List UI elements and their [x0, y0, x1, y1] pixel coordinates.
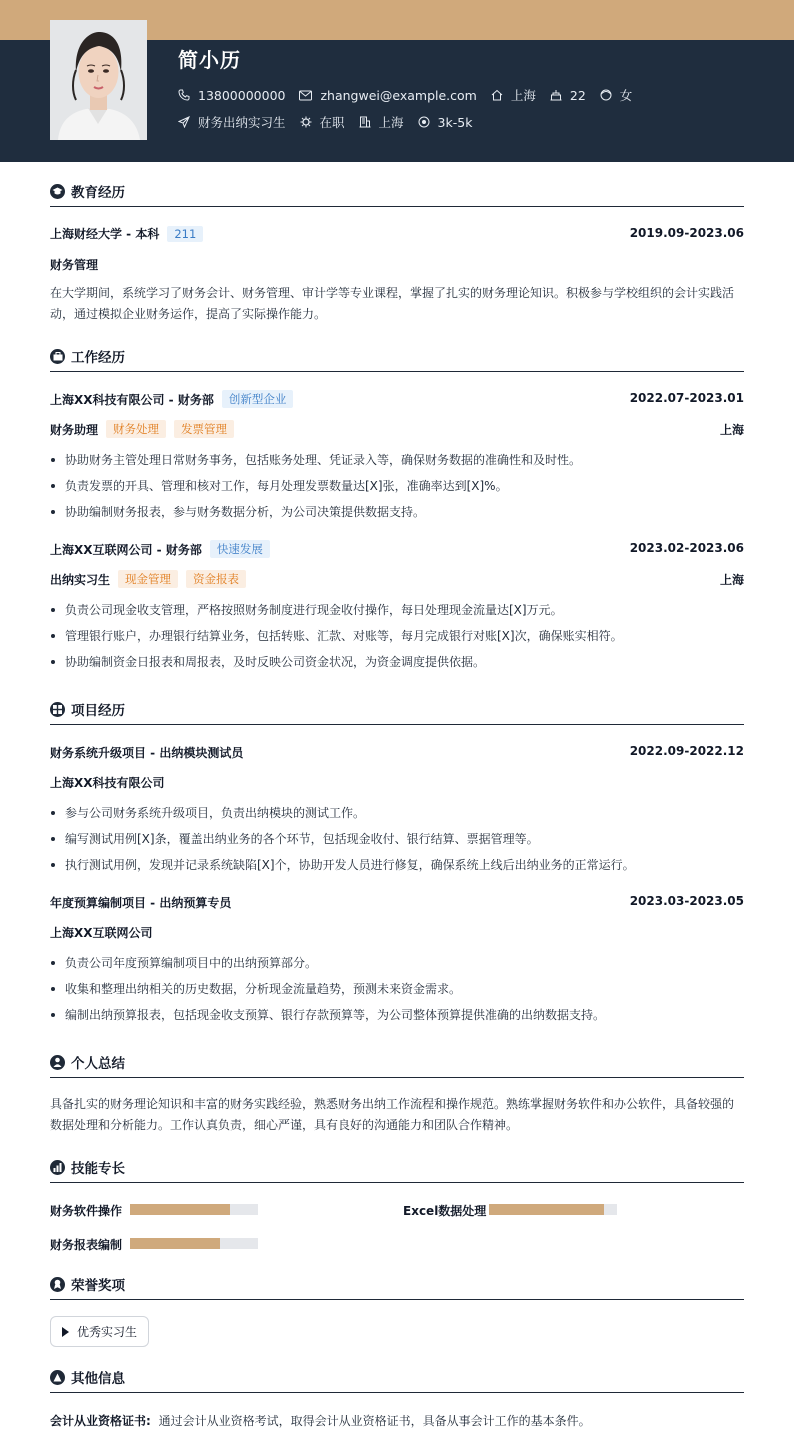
work-role: [50, 420, 234, 438]
section-divider: [50, 1392, 744, 1393]
status-item: [300, 113, 345, 131]
work-date: 2022.07-2023.01: [629, 391, 744, 405]
send-icon: [178, 116, 190, 128]
education-description: 在大学期间，系统学习了财务会计、财务管理、审计学等专业课程，掌握了扎实的财务理论知识。积极参与学校组织的会计实践活动，通过模拟企业财务运作，提高了实际操作能力。: [50, 286, 735, 321]
section-education-title: [50, 180, 125, 202]
section-projects-label: 项目经历: [71, 703, 125, 719]
bullet-text: 编制出纳预算报表，包括现金收支预算、银行存款预算等，为公司整体预算提供准确的出纳数据支持。: [65, 1008, 606, 1022]
award-item[interactable]: [50, 1316, 149, 1347]
gender-text: 女: [619, 88, 633, 103]
project-date: 2022.09-2022.12: [629, 744, 744, 758]
school-tag: 211: [167, 226, 203, 242]
skill-bar: [489, 1204, 617, 1215]
target-job-item: [178, 113, 286, 131]
bullet-text: 管理银行账户，办理银行结算业务，包括转账、汇款、对账等，每月完成银行对账[X]次，确保账实相符。: [65, 629, 623, 643]
salary-text: 3k-5k: [437, 114, 473, 130]
work-company: [50, 540, 270, 558]
section-education-label: 教育经历: [71, 185, 125, 201]
skill-bar-fill: [489, 1204, 604, 1215]
education-school: [50, 225, 203, 242]
age-icon: [550, 89, 562, 101]
status-icon: [300, 116, 312, 128]
award-icon: [50, 1277, 65, 1292]
work-location: 上海: [719, 573, 744, 587]
list-item: [50, 980, 461, 997]
work-company: [50, 390, 293, 408]
section-skills-title: [50, 1156, 125, 1178]
school-name: 上海财经大学 - 本科: [50, 227, 160, 241]
chart-icon: [50, 1160, 65, 1175]
skill-name: 财务报表编制: [50, 1238, 123, 1252]
bullet-text: 负责发票的开具、管理和核对工作，每月处理发票数量达[X]张，准确率达到[X]%。: [65, 479, 508, 493]
bullet-text: 协助编制财务报表，参与财务数据分析，为公司决策提供数据支持。: [65, 505, 426, 519]
user-icon: [50, 1055, 65, 1070]
skill-bar: [130, 1204, 258, 1215]
company-name: 上海XX互联网公司 - 财务部: [50, 542, 202, 557]
skill-name: 财务软件操作: [50, 1204, 123, 1218]
bullet-text: 协助财务主管处理日常财务事务，包括账务处理、凭证录入等，确保财务数据的准确性和及时性。: [65, 453, 582, 467]
education-major: 财务管理: [50, 258, 99, 272]
bullet-text: 负责公司现金收支管理，严格按照财务制度进行现金收付操作，每日处理现金流量达[X]万元。: [65, 603, 563, 617]
email-item: [299, 88, 476, 103]
list-item: [50, 856, 635, 873]
gender-item: [600, 86, 633, 104]
phone-text: 13800000000: [198, 87, 286, 103]
section-divider: [50, 371, 744, 372]
building-icon: [359, 116, 371, 128]
bullet-text: 收集和整理出纳相关的历史数据，分析现金流量趋势，预测未来资金需求。: [65, 982, 462, 996]
age-text: 22: [569, 87, 586, 103]
section-divider: [50, 1182, 744, 1183]
work-date: 2023.02-2023.06: [629, 541, 744, 555]
status-text: 在职: [319, 115, 345, 130]
home-icon: [491, 89, 503, 101]
contact-row: [178, 86, 646, 104]
list-item: [50, 627, 623, 644]
list-item: [50, 503, 425, 520]
section-skills-label: 技能专长: [71, 1161, 125, 1177]
section-awards-title: [50, 1273, 125, 1295]
project-company: 上海XX互联网公司: [50, 926, 153, 940]
skill-tag: 现金管理: [118, 570, 178, 588]
salary-item: [418, 115, 473, 130]
list-item: [50, 1006, 605, 1023]
other-label: 会计从业资格证书:: [50, 1414, 151, 1428]
list-item: [50, 954, 317, 971]
candidate-name: 简小历: [178, 48, 241, 72]
role-name: 出纳实习生: [50, 572, 111, 587]
job-intent-row: [178, 113, 486, 131]
education-date: 2019.09-2023.06: [629, 226, 744, 240]
section-divider: [50, 1299, 744, 1300]
info-icon: [50, 1370, 65, 1385]
section-work-title: [50, 345, 125, 367]
list-item: [50, 653, 485, 670]
bullet-text: 编写测试用例[X]条，覆盖出纳业务的各个环节，包括现金收付、银行结算、票据管理等。: [65, 832, 539, 846]
hometown-text: 上海: [510, 88, 536, 103]
email-text: zhangwei@example.com: [320, 87, 477, 103]
mail-icon: [299, 90, 312, 101]
project-date: 2023.03-2023.05: [629, 894, 744, 908]
bullet-text: 执行测试用例，发现并记录系统缺陷[X]个，协助开发人员进行修复，确保系统上线后出纳业务的正常运行。: [65, 858, 635, 872]
project-title: 年度预算编制项目 - 出纳预算专员: [50, 896, 232, 910]
section-awards-label: 荣誉奖项: [71, 1278, 125, 1294]
play-icon: [62, 1327, 69, 1337]
briefcase-icon: [50, 349, 65, 364]
phone-item: [178, 88, 285, 103]
award-label: 优秀实习生: [77, 1325, 138, 1339]
bullet-text: 协助编制资金日报表和周报表，及时反映公司资金状况，为资金调度提供依据。: [65, 655, 486, 669]
skill-bar: [130, 1238, 258, 1249]
skill-tag: 财务处理: [106, 420, 166, 438]
skill-bar-fill: [130, 1238, 220, 1249]
section-projects-title: [50, 698, 125, 720]
list-item: [50, 601, 563, 618]
section-work-label: 工作经历: [71, 350, 125, 366]
grid-icon: [50, 702, 65, 717]
bullet-text: 参与公司财务系统升级项目，负责出纳模块的测试工作。: [65, 806, 366, 820]
section-divider: [50, 1077, 744, 1078]
company-tag: 快速发展: [210, 540, 270, 558]
work-location: 上海: [719, 423, 744, 437]
section-divider: [50, 206, 744, 207]
other-text: 通过会计从业资格考试，取得会计从业资格证书，具备从事会计工作的基本条件。: [158, 1414, 591, 1428]
skill-tag: 资金报表: [186, 570, 246, 588]
section-other-label: 其他信息: [71, 1371, 125, 1387]
salary-icon: [418, 116, 430, 128]
target-city-text: 上海: [378, 115, 404, 130]
section-summary-label: 个人总结: [71, 1056, 125, 1072]
list-item: [50, 804, 365, 821]
section-divider: [50, 724, 744, 725]
section-summary-title: [50, 1051, 125, 1073]
target-job-text: 财务出纳实习生: [198, 115, 286, 130]
avatar: [50, 20, 147, 140]
summary-text: 具备扎实的财务理论知识和丰富的财务实践经验，熟悉财务出纳工作流程和操作规范。熟练掌握财务软件和办公软件，具备较强的数据处理和分析能力。工作认真负责，细心严谨，具有良好的沟通能力和团队合作精神。: [50, 1097, 735, 1132]
skill-tag: 发票管理: [174, 420, 234, 438]
work-role: [50, 570, 246, 588]
project-company: 上海XX科技有限公司: [50, 776, 165, 790]
gender-icon: [600, 89, 612, 101]
bullet-text: 负责公司年度预算编制项目中的出纳预算部分。: [65, 956, 318, 970]
list-item: [50, 830, 539, 847]
skill-name: Excel数据处理: [403, 1204, 487, 1218]
age-item: [550, 88, 586, 103]
skill-bar-fill: [130, 1204, 230, 1215]
target-city-item: [359, 113, 404, 131]
list-item: [50, 477, 508, 494]
graduation-cap-icon: [50, 184, 65, 199]
company-name: 上海XX科技有限公司 - 财务部: [50, 392, 214, 407]
company-tag: 创新型企业: [222, 390, 294, 408]
hometown-item: [491, 86, 536, 104]
other-item: [50, 1412, 591, 1429]
project-title: 财务系统升级项目 - 出纳模块测试员: [50, 746, 244, 760]
phone-icon: [178, 89, 190, 101]
section-other-title: [50, 1366, 125, 1388]
list-item: [50, 451, 581, 468]
role-name: 财务助理: [50, 422, 99, 437]
